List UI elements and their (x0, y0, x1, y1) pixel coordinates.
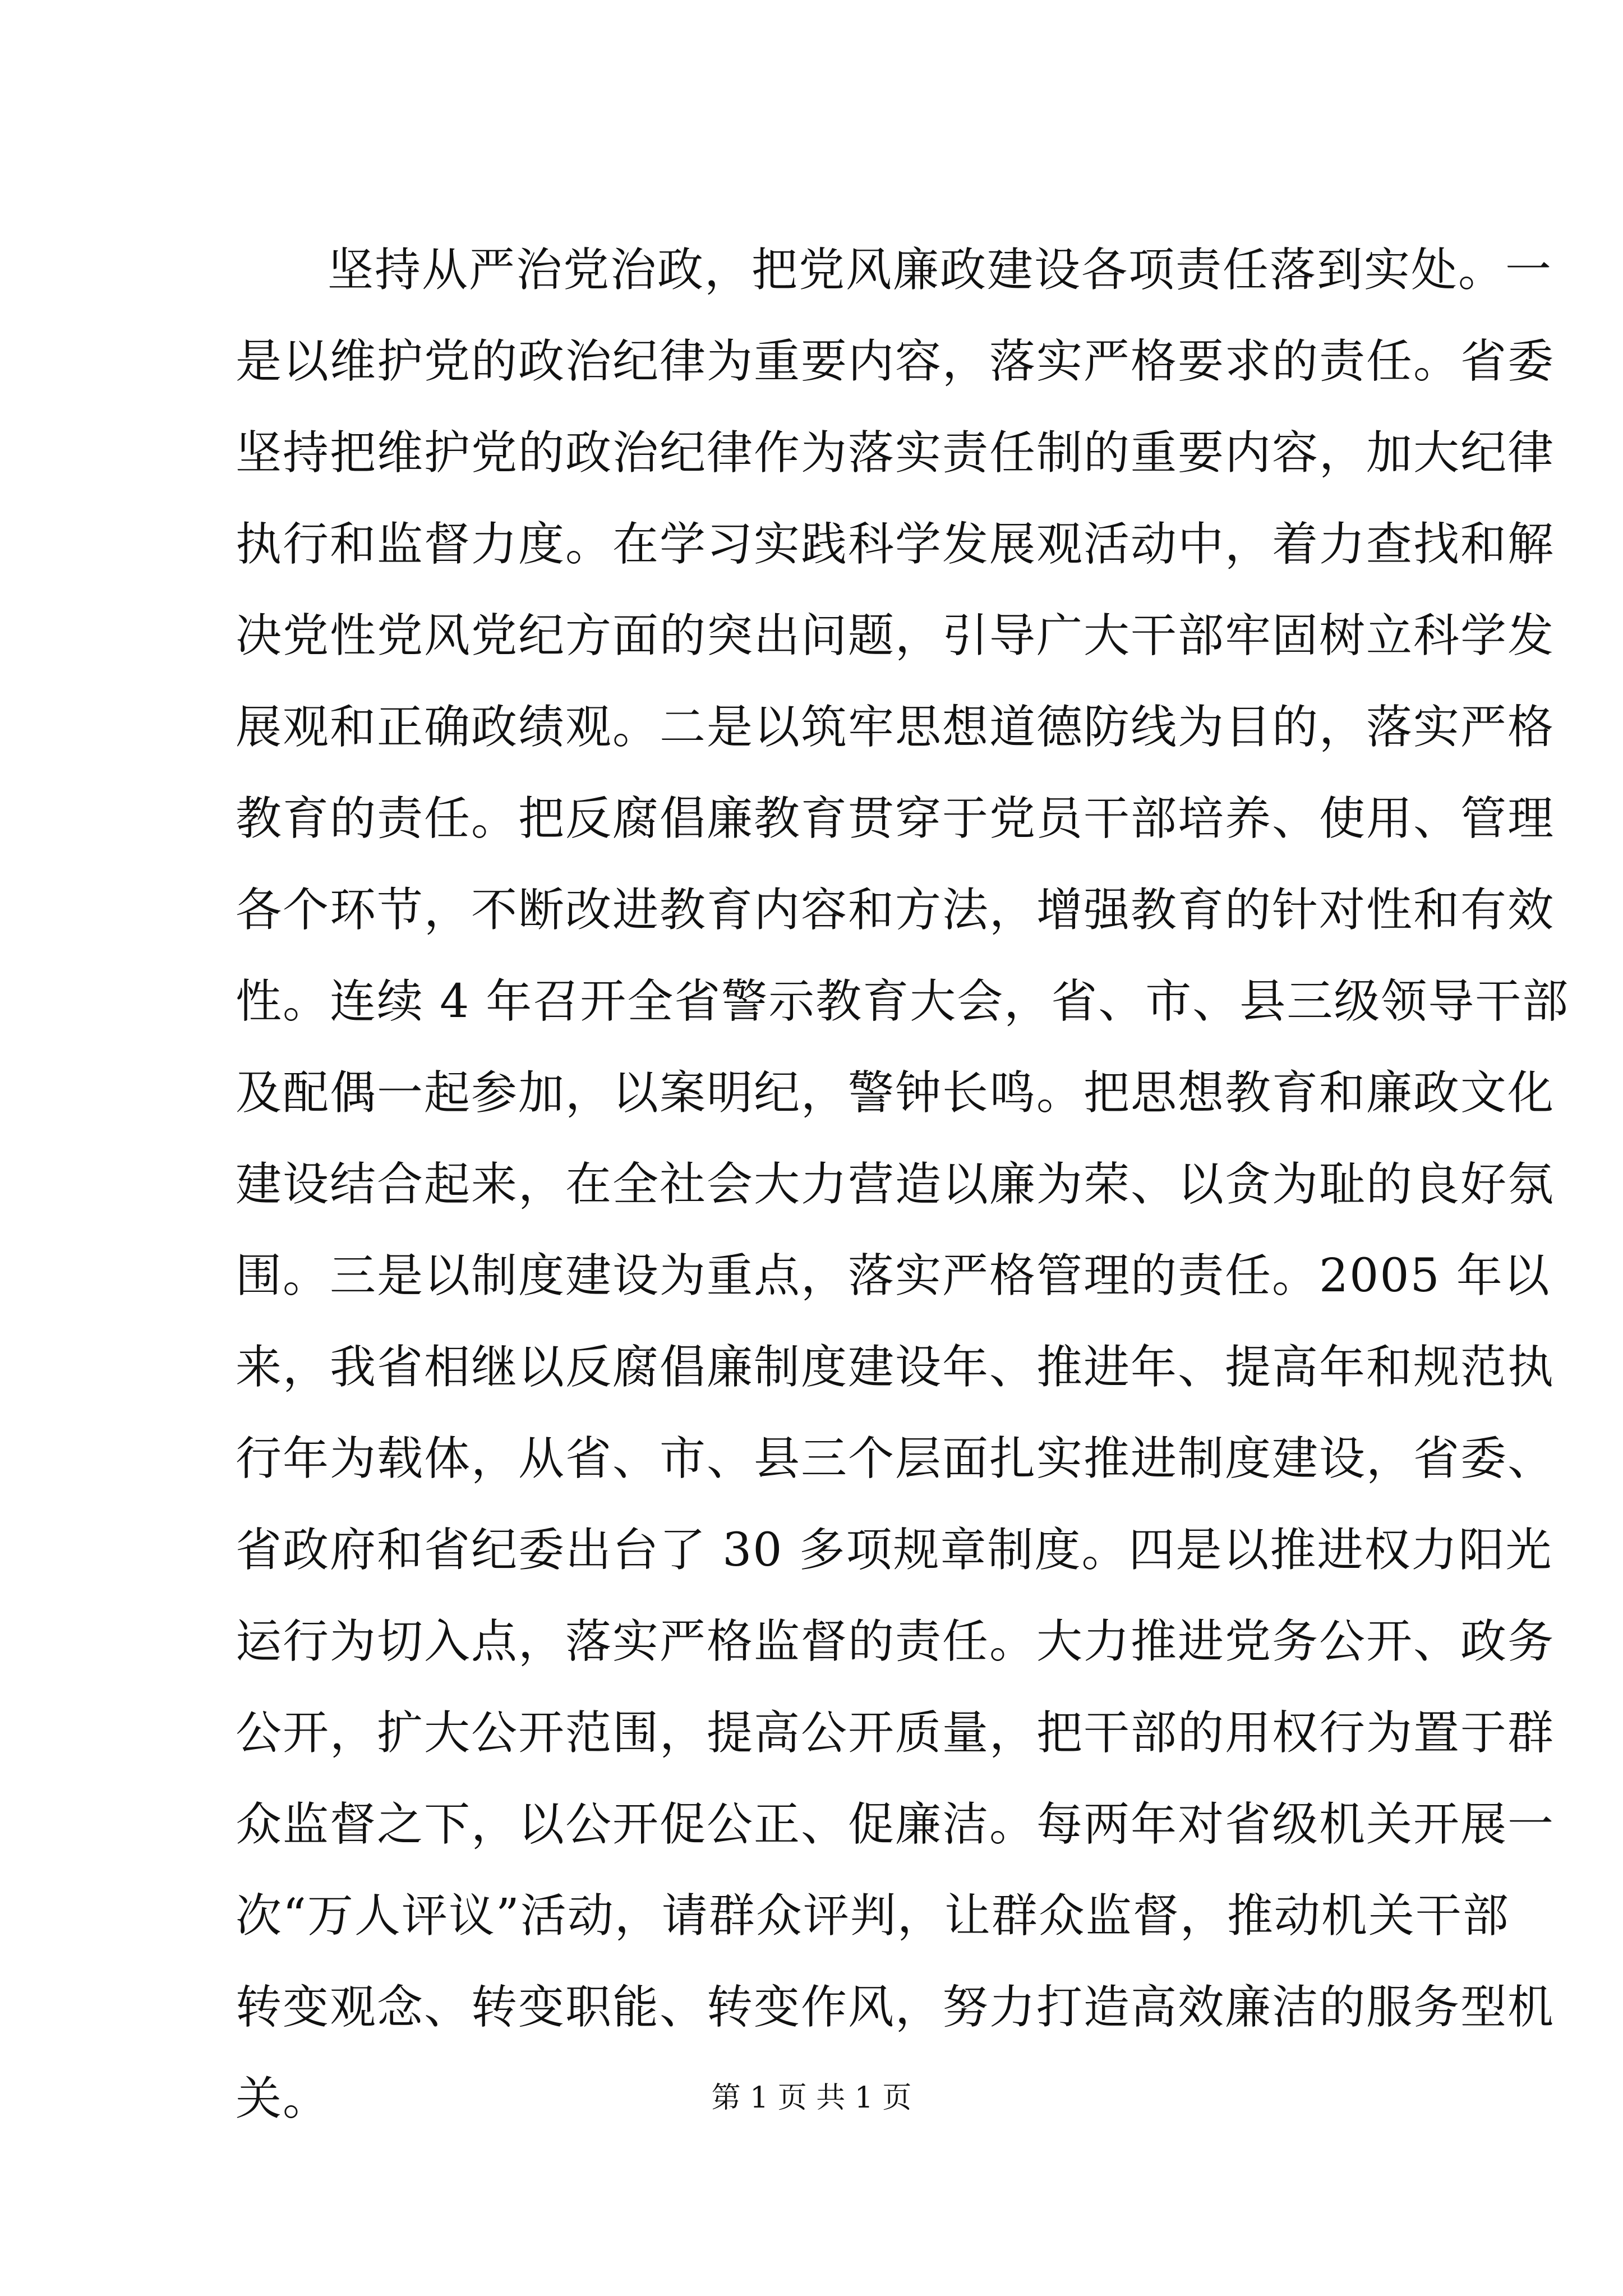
paragraph-line: 运行为切入点，落实严格监督的责任。大力推进党务公开、政务 (236, 1615, 1555, 1668)
paragraph-line: 来，我省相继以反腐倡廉制度建设年、推进年、提高年和规范执 (236, 1341, 1555, 1394)
page-number-footer: 第 1 页 共 1 页 (711, 2081, 912, 2115)
paragraph-line: 教育的责任。把反腐倡廉教育贯穿于党员干部培养、使用、管理 (236, 792, 1555, 845)
paragraph-line: 是以维护党的政治纪律为重要内容，落实严格要求的责任。省委 (236, 335, 1555, 388)
paragraph-line: 围。三是以制度建设为重点，落实严格管理的责任。2005 年以 (236, 1249, 1551, 1303)
paragraph-line: 公开，扩大公开范围，提高公开质量，把干部的用权行为置于群 (236, 1706, 1555, 1760)
paragraph-line: 行年为载体，从省、市、县三个层面扎实推进制度建设，省委、 (236, 1432, 1555, 1485)
paragraph-line: 转变观念、转变职能、转变作风，努力打造高效廉洁的服务型机 (236, 1981, 1555, 2034)
paragraph-line: 决党性党风党纪方面的突出问题，引导广大干部牢固树立科学发 (236, 609, 1555, 662)
paragraph-line: 性。连续 4 年召开全省警示教育大会，省、市、县三级领导干部 (236, 975, 1570, 1028)
paragraph-line: 坚持从严治党治政，把党风廉政建设各项责任落到实处。一 (328, 243, 1553, 297)
paragraph-line: 坚持把维护党的政治纪律作为落实责任制的重要内容，加大纪律 (236, 426, 1555, 480)
paragraph-line: 执行和监督力度。在学习实践科学发展观活动中，着力查找和解 (236, 518, 1555, 571)
paragraph-line: 众监督之下，以公开促公正、促廉洁。每两年对省级机关开展一 (236, 1798, 1555, 1851)
paragraph-line: 展观和正确政绩观。二是以筑牢思想道德防线为目的，落实严格 (236, 701, 1555, 754)
paragraph-line: 建设结合起来，在全社会大力营造以廉为荣、以贪为耻的良好氛 (236, 1158, 1555, 1211)
paragraph-line: 省政府和省纪委出台了 30 多项规章制度。四是以推进权力阳光 (236, 1524, 1553, 1577)
paragraph-line: 次“万人评议”活动，请群众评判，让群众监督，推动机关干部 (236, 1889, 1510, 1943)
paragraph-line: 及配偶一起参加，以案明纪，警钟长鸣。把思想教育和廉政文化 (236, 1066, 1555, 1120)
paragraph-line: 关。 (236, 2072, 330, 2125)
body-paragraph (236, 224, 1570, 2145)
paragraph-line: 各个环节，不断改进教育内容和方法，增强教育的针对性和有效 (236, 884, 1555, 937)
